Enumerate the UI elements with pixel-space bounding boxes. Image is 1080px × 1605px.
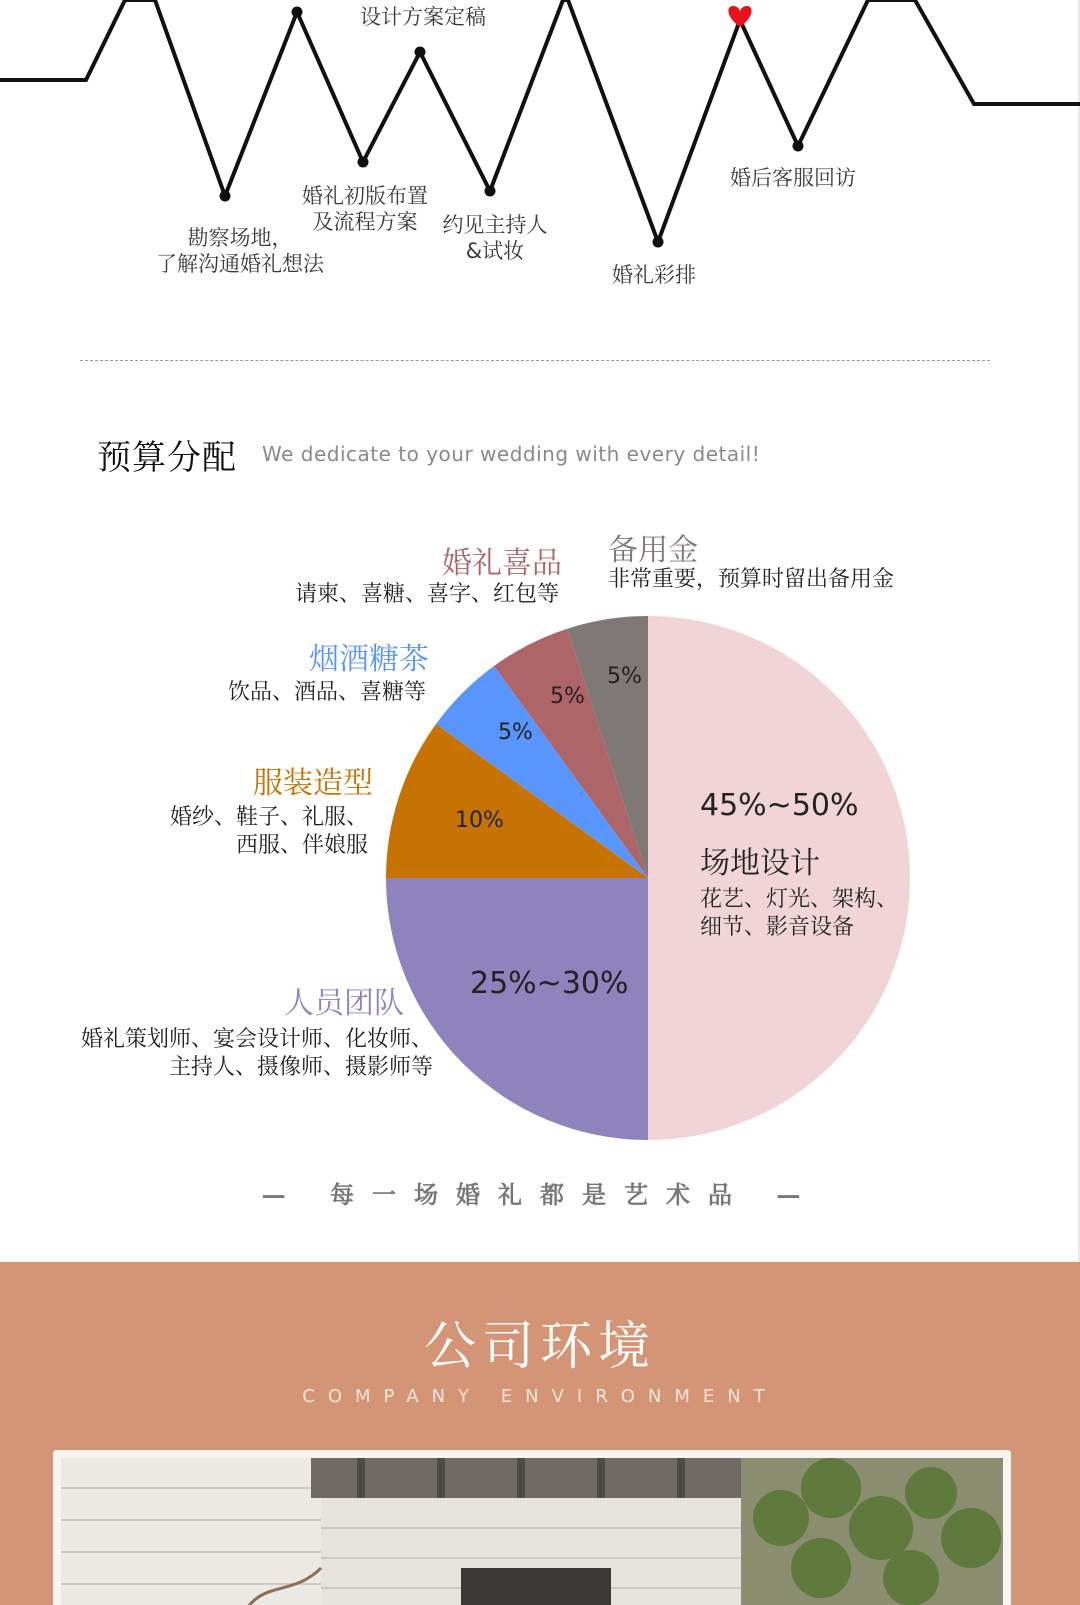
office-photo <box>61 1458 1003 1605</box>
timeline-label-host: 约见主持人 &试妆 <box>442 213 548 263</box>
category-desc-venue: 花艺、灯光、架构、 细节、影音设备 <box>700 887 899 940</box>
pct-label-team: 25%~30% <box>470 966 629 1001</box>
budget-subtitle: We dedicate to your wedding with every detail! <box>262 442 761 466</box>
timeline-label-survey: 勘察场地， 了解沟通婚礼想法 <box>156 226 324 276</box>
category-title-venue: 场地设计 <box>700 846 820 881</box>
pct-label-attire: 10% <box>455 808 504 833</box>
category-title-team: 人员团队 <box>284 986 404 1021</box>
company-environment-section <box>0 1262 1080 1605</box>
pie-slice-team <box>386 878 648 1140</box>
timeline-label-rehearsal: 婚礼彩排 <box>612 263 696 287</box>
category-title-drinks: 烟酒糖茶 <box>309 642 429 677</box>
category-desc-gifts: 请柬、喜糖、喜字、红包等 <box>294 582 559 607</box>
photo-frame <box>53 1450 1011 1605</box>
motto-text: — 每一场婚礼都是艺术品 — <box>261 1180 819 1209</box>
pct-label-gifts: 5% <box>550 684 585 709</box>
timeline-label-initial: 婚礼初版布置 及流程方案 <box>302 184 428 234</box>
category-title-attire: 服装造型 <box>253 766 373 801</box>
office-photo-illustration <box>61 1458 1003 1605</box>
pct-label-drinks: 5% <box>498 720 533 745</box>
category-desc-attire: 婚纱、鞋子、礼服、 西服、伴娘服 <box>169 805 368 858</box>
category-title-gifts: 婚礼喜品 <box>442 546 562 581</box>
section-subtitle: COMPANY ENVIRONMENT <box>302 1386 778 1407</box>
pct-label-reserve: 5% <box>607 664 642 689</box>
timeline-label-followup: 婚后客服回访 <box>730 166 856 190</box>
category-desc-drinks: 饮品、酒品、喜糖等 <box>227 680 426 705</box>
category-title-reserve: 备用金 <box>608 533 698 568</box>
section-title: 公司环境 <box>423 1317 656 1377</box>
pct-label-venue: 45%~50% <box>700 788 859 823</box>
category-desc-reserve: 非常重要，预算时留出备用金 <box>608 567 895 592</box>
budget-title: 预算分配 <box>97 438 237 478</box>
timeline-label-design: 设计方案定稿 <box>360 5 486 29</box>
category-desc-team: 婚礼策划师、宴会设计师、化妆师、 主持人、摄像师、摄影师等 <box>80 1027 433 1080</box>
